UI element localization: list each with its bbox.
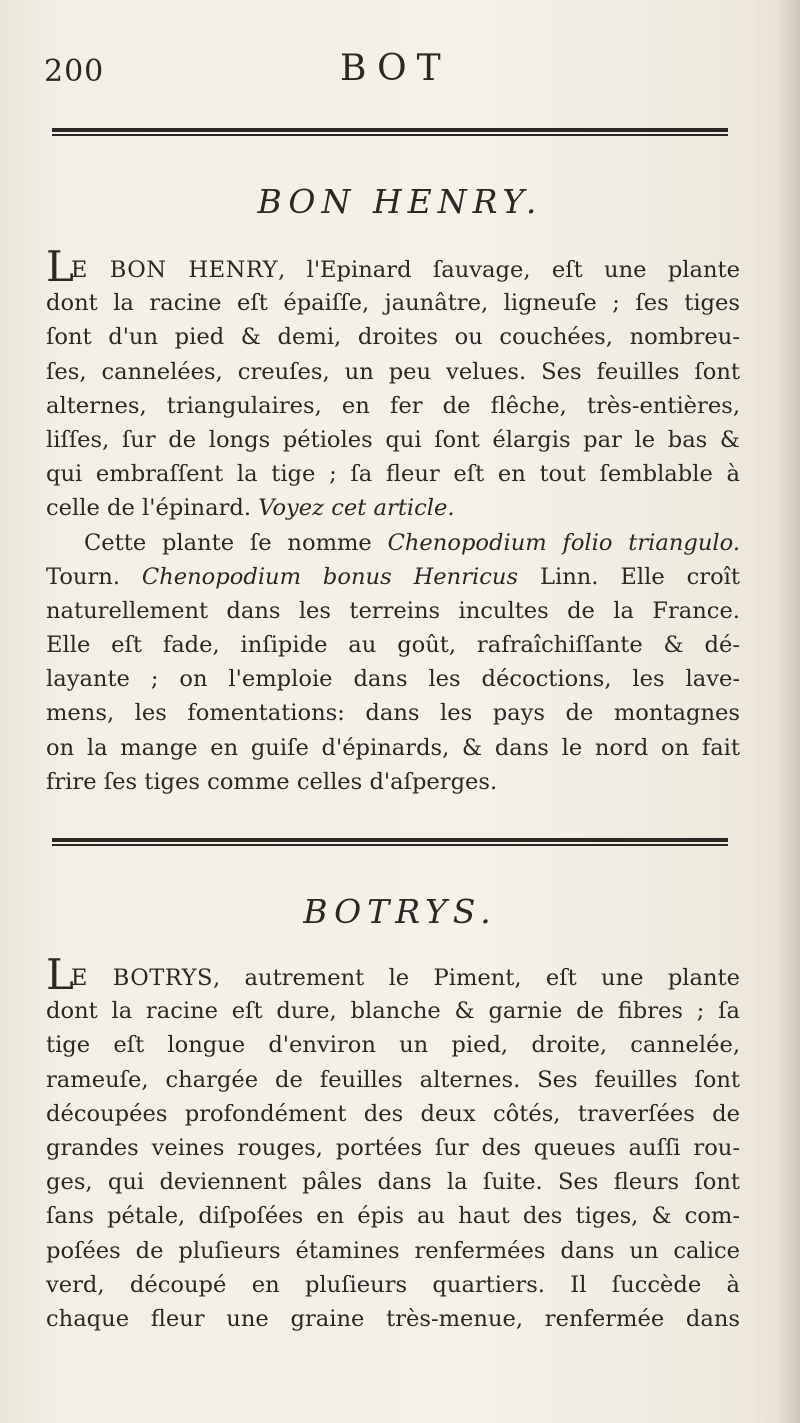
text-line: qui embraſſent la tige ; ſa fleur eſt en tout ſemblable à bbox=[46, 461, 740, 488]
running-head bbox=[40, 46, 740, 96]
text-line: dont la racine eſt dure, blanche & garnie de fibres ; ſa bbox=[46, 998, 740, 1025]
header-rule bbox=[52, 128, 728, 136]
text-line: ges, qui deviennent pâles dans la ſuite. Ses fleurs ſont bbox=[46, 1169, 740, 1196]
text-line: liſſes, ſur de longs pétioles qui ſont élargis par le bas & bbox=[46, 426, 740, 453]
text-line: ſont d'un pied & demi, droites ou couchées, nombreu- bbox=[46, 324, 740, 351]
page-number: 200 bbox=[44, 54, 105, 89]
text-line: layante ; on l'emploie dans les décoctions, les lave- bbox=[46, 666, 740, 693]
text-line: verd, découpé en pluſieurs quartiers. Il ſuccède à bbox=[46, 1271, 740, 1298]
section-rule bbox=[52, 838, 728, 846]
rule-thick bbox=[52, 128, 728, 132]
entry-title-bon-henry: BON HENRY. bbox=[257, 182, 543, 221]
rule-thick bbox=[52, 838, 728, 842]
running-title: BOT bbox=[340, 48, 451, 89]
text-line: frire ſes tiges comme celles d'aſperges. bbox=[46, 768, 498, 795]
text-line: Elle eſt fade, inſipide au goût, rafraîchiſſante & dé- bbox=[46, 632, 740, 659]
text-line: tige eſt longue d'environ un pied, droite, cannelée, bbox=[46, 1032, 740, 1059]
entry-title-botrys: BOTRYS. bbox=[303, 892, 497, 931]
entry-botrys-text bbox=[46, 950, 740, 1336]
text-line: LE BON HENRY, l'Epinard ſauvage, eſt une plante bbox=[46, 242, 740, 291]
text-line: alternes, triangulaires, en fer de flêche, très-entières, bbox=[46, 392, 740, 419]
text-line: ſans pétale, diſpoſées en épis au haut des tiges, & com- bbox=[46, 1203, 740, 1230]
text-line: LE BOTRYS, autrement le Piment, eſt une plante bbox=[46, 950, 740, 999]
entry-bon-henry-text bbox=[46, 242, 741, 799]
text-line: poſées de pluſieurs étamines renfermées dans un calice bbox=[46, 1237, 740, 1264]
text-line: Tourn. Chenopodium bonus Henricus Linn. Elle croît bbox=[46, 563, 740, 590]
text-line: naturellement dans les terreins incultes de la France. bbox=[46, 597, 740, 624]
text-line: chaque fleur une graine très-menue, renfermée dans bbox=[46, 1305, 740, 1332]
text-line: Cette plante ſe nomme Chenopodium folio triangulo. bbox=[84, 529, 741, 556]
text-line: découpées profondément des deux côtés, traverſées de bbox=[46, 1100, 740, 1127]
text-line: dont la racine eſt épaiſſe, jaunâtre, ligneuſe ; ſes tiges bbox=[46, 290, 740, 317]
text-line: grandes veines rouges, portées ſur des queues auſſi rou- bbox=[46, 1134, 740, 1161]
text-line: on la mange en guiſe d'épinards, & dans le nord on fait bbox=[46, 734, 740, 761]
rule-thin bbox=[52, 134, 728, 136]
text-line: ſes, cannelées, creuſes, un peu velues. Ses feuilles ſont bbox=[46, 358, 740, 385]
text-line: mens, les fomentations: dans les pays de montagnes bbox=[46, 700, 740, 727]
text-line: rameuſe, chargée de feuilles alternes. Ses feuilles ſont bbox=[46, 1066, 740, 1093]
rule-thin bbox=[52, 844, 728, 846]
text-line: celle de l'épinard. Voyez cet article. bbox=[46, 495, 455, 522]
